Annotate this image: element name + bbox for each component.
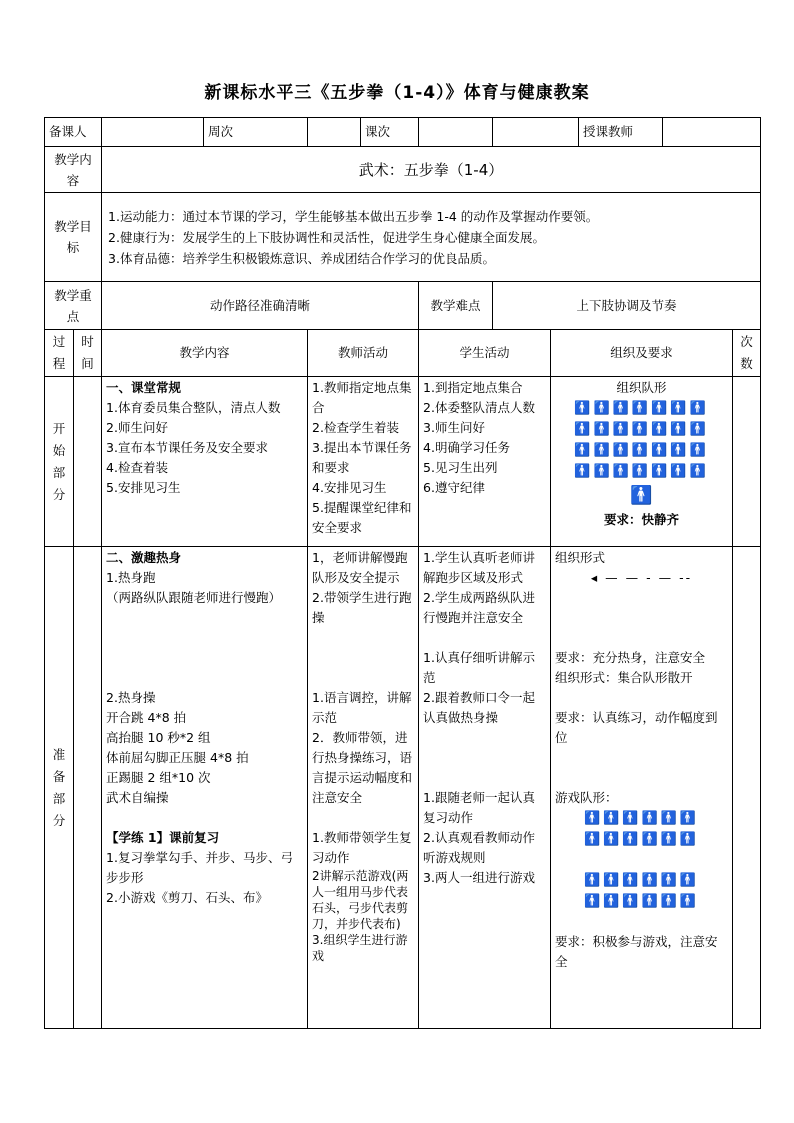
list-item: 2.检查学生着装 bbox=[312, 420, 399, 435]
start-teacher bbox=[308, 377, 419, 547]
list-item: 开合跳 4*8 拍 bbox=[106, 710, 187, 725]
content-value: 武术：五步拳（1-4） bbox=[102, 147, 761, 193]
content-label: 教学内容 bbox=[45, 147, 102, 193]
org-requirement: 要求：快静齐 bbox=[604, 512, 680, 527]
col-time: 时间 bbox=[74, 330, 102, 377]
list-item: 1.学生认真听老师讲解跑步区域及形式 bbox=[423, 550, 535, 585]
lesson-value[interactable] bbox=[419, 118, 493, 147]
list-item: 2.带领学生进行跑操 bbox=[312, 590, 412, 625]
formation-row-icon: 🚹🚹🚹🚹🚹🚹🚹 bbox=[574, 464, 709, 479]
page-title: 新课标水平三《五步拳（1-4）》体育与健康教案 bbox=[204, 83, 590, 103]
start-section-row bbox=[45, 377, 761, 547]
list-item: 2.师生问好 bbox=[106, 420, 168, 435]
formation-row-icon: 🚹🚹🚹🚹🚹🚹🚹 bbox=[574, 443, 709, 458]
prep-org bbox=[551, 547, 733, 1029]
list-item: 体前屈勾脚正压腿 4*8 拍 bbox=[106, 750, 249, 765]
list-item: 4.安排见习生 bbox=[312, 480, 387, 495]
list-item: 4.明确学习任务 bbox=[423, 440, 510, 455]
prep-content bbox=[102, 547, 308, 1029]
col-process: 过程 bbox=[45, 330, 74, 377]
content-row bbox=[45, 147, 761, 193]
preparer-label: 备课人 bbox=[45, 118, 102, 147]
week-value[interactable] bbox=[308, 118, 361, 147]
col-teacher: 教师活动 bbox=[308, 330, 419, 377]
list-item: 1.体育委员集合整队，清点人数 bbox=[106, 400, 281, 415]
teacher-figure-icon: 🚹 bbox=[630, 485, 653, 506]
list-item: 1.跟随老师一起认真复习动作 bbox=[423, 790, 535, 825]
list-item: 1.热身跑 bbox=[106, 570, 156, 585]
list-item: 高抬腿 10 秒*2 组 bbox=[106, 730, 211, 745]
org-requirement: 要求：充分热身，注意安全 bbox=[555, 650, 706, 665]
list-item: 5.安排见习生 bbox=[106, 480, 181, 495]
start-org bbox=[551, 377, 733, 547]
list-item: 2.认真观看教师动作听游戏规则 bbox=[423, 830, 535, 865]
col-student: 学生活动 bbox=[419, 330, 551, 377]
game-row-icon: 🚹🚹🚹🚹🚹🚹 bbox=[583, 811, 700, 826]
start-times[interactable] bbox=[733, 377, 761, 547]
lesson-value-2[interactable] bbox=[493, 118, 579, 147]
start-section-label: 开始部分 bbox=[45, 377, 74, 547]
game-row-icon: 🚹🚹🚹🚹🚹🚹 bbox=[583, 832, 700, 847]
prep-student bbox=[419, 547, 551, 1029]
list-item: 1.认真仔细听讲解示范 bbox=[423, 650, 535, 685]
list-item: 1.语言调控，讲解示范 bbox=[312, 690, 412, 725]
list-item: 3.提出本节课任务和要求 bbox=[312, 440, 412, 475]
org-form: 组织形式：集合队形散开 bbox=[555, 670, 693, 685]
list-item: 正踢腿 2 组*10 次 bbox=[106, 770, 211, 785]
goals-label: 教学目标 bbox=[45, 193, 102, 282]
org-title: 组织形式 bbox=[555, 550, 606, 565]
org-title: 游戏队形： bbox=[555, 790, 618, 805]
list-item: 1.到指定地点集合 bbox=[423, 380, 523, 395]
game-row-icon: 🚹🚹🚹🚹🚹🚹 bbox=[583, 894, 700, 909]
column-header-row bbox=[45, 330, 761, 377]
hard-value: 上下肢协调及节奏 bbox=[493, 282, 761, 330]
prep-teacher bbox=[308, 547, 419, 1029]
list-item: 2.热身操 bbox=[106, 690, 156, 705]
list-item: （两路纵队跟随老师进行慢跑） bbox=[106, 590, 282, 605]
preparer-value[interactable] bbox=[102, 118, 204, 147]
teacher-label: 授课教师 bbox=[579, 118, 663, 147]
list-item: 3.师生问好 bbox=[423, 420, 485, 435]
list-item: 二、激趣热身 bbox=[106, 550, 182, 565]
week-label: 周次 bbox=[204, 118, 308, 147]
list-item: 2.小游戏《剪刀、石头、布》 bbox=[106, 890, 268, 905]
list-item: 3.两人一组进行游戏 bbox=[423, 870, 535, 885]
goal-item: 2.健康行为：发展学生的上下肢协调性和灵活性，促进学生身心健康全面发展。 bbox=[108, 229, 545, 245]
list-item: 2．教师带领，进行热身操练习，语言提示运动幅度和注意安全 bbox=[312, 730, 413, 805]
goal-item: 1.运动能力：通过本节课的学习，学生能够基本做出五步拳 1-4 的动作及掌握动作要领。 bbox=[108, 208, 599, 224]
run-route-icon: ◂ — — - — -- bbox=[590, 570, 693, 585]
list-item: 3.宣布本节课任务及安全要求 bbox=[106, 440, 268, 455]
prep-section-row bbox=[45, 547, 761, 1029]
formation-row-icon: 🚹🚹🚹🚹🚹🚹🚹 bbox=[574, 422, 709, 437]
list-item: 5.提醒课堂纪律和安全要求 bbox=[312, 500, 412, 535]
org-title: 组织队形 bbox=[616, 380, 667, 395]
key-value: 动作路径准确清晰 bbox=[102, 282, 419, 330]
list-item: 1.教师指定地点集合 bbox=[312, 380, 412, 415]
list-item: 3.组织学生进行游戏 bbox=[312, 933, 408, 963]
col-times: 次数 bbox=[733, 330, 761, 377]
goals-list bbox=[102, 193, 761, 282]
prep-section-label: 准备部分 bbox=[45, 547, 74, 1029]
list-item: 2.跟着教师口令一起认真做热身操 bbox=[423, 690, 535, 725]
col-content: 教学内容 bbox=[102, 330, 308, 377]
keypoints-row bbox=[45, 282, 761, 330]
org-requirement: 要求：积极参与游戏，注意安全 bbox=[555, 934, 718, 969]
key-label: 教学重点 bbox=[45, 282, 102, 330]
list-item: 4.检查着装 bbox=[106, 460, 168, 475]
header-row bbox=[45, 118, 761, 147]
formation-row-icon: 🚹🚹🚹🚹🚹🚹🚹 bbox=[574, 401, 709, 416]
list-item: 一、课堂常规 bbox=[106, 380, 182, 395]
list-item: 1，老师讲解慢跑队形及安全提示 bbox=[312, 550, 408, 585]
list-item: 武术自编操 bbox=[106, 790, 169, 805]
goals-row bbox=[45, 193, 761, 282]
list-item: 1.复习拳掌勾手、并步、马步、弓步步形 bbox=[106, 850, 293, 885]
start-content bbox=[102, 377, 308, 547]
list-item: 6.遵守纪律 bbox=[423, 480, 485, 495]
teacher-value[interactable] bbox=[663, 118, 761, 147]
col-org: 组织及要求 bbox=[551, 330, 733, 377]
lesson-plan-table bbox=[44, 117, 761, 1029]
list-item: 【学练 1】课前复习 bbox=[106, 830, 220, 845]
list-item: 2讲解示范游戏(两人一组用马步代表石头，弓步代表剪刀，并步代表布) bbox=[312, 869, 409, 931]
prep-times[interactable] bbox=[733, 547, 761, 1029]
start-time[interactable] bbox=[74, 377, 102, 547]
game-row-icon: 🚹🚹🚹🚹🚹🚹 bbox=[583, 873, 700, 888]
list-item: 2.体委整队清点人数 bbox=[423, 400, 535, 415]
lesson-label: 课次 bbox=[361, 118, 419, 147]
list-item: 5.见习生出列 bbox=[423, 460, 498, 475]
hard-label: 教学难点 bbox=[419, 282, 493, 330]
list-item: 2.学生成两路纵队进行慢跑并注意安全 bbox=[423, 590, 535, 625]
prep-time[interactable] bbox=[74, 547, 102, 1029]
list-item: 1.教师带领学生复习动作 bbox=[312, 830, 412, 865]
org-requirement: 要求：认真练习，动作幅度到位 bbox=[555, 710, 718, 745]
goal-item: 3.体育品德：培养学生积极锻炼意识、养成团结合作学习的优良品质。 bbox=[108, 250, 495, 266]
start-student bbox=[419, 377, 551, 547]
